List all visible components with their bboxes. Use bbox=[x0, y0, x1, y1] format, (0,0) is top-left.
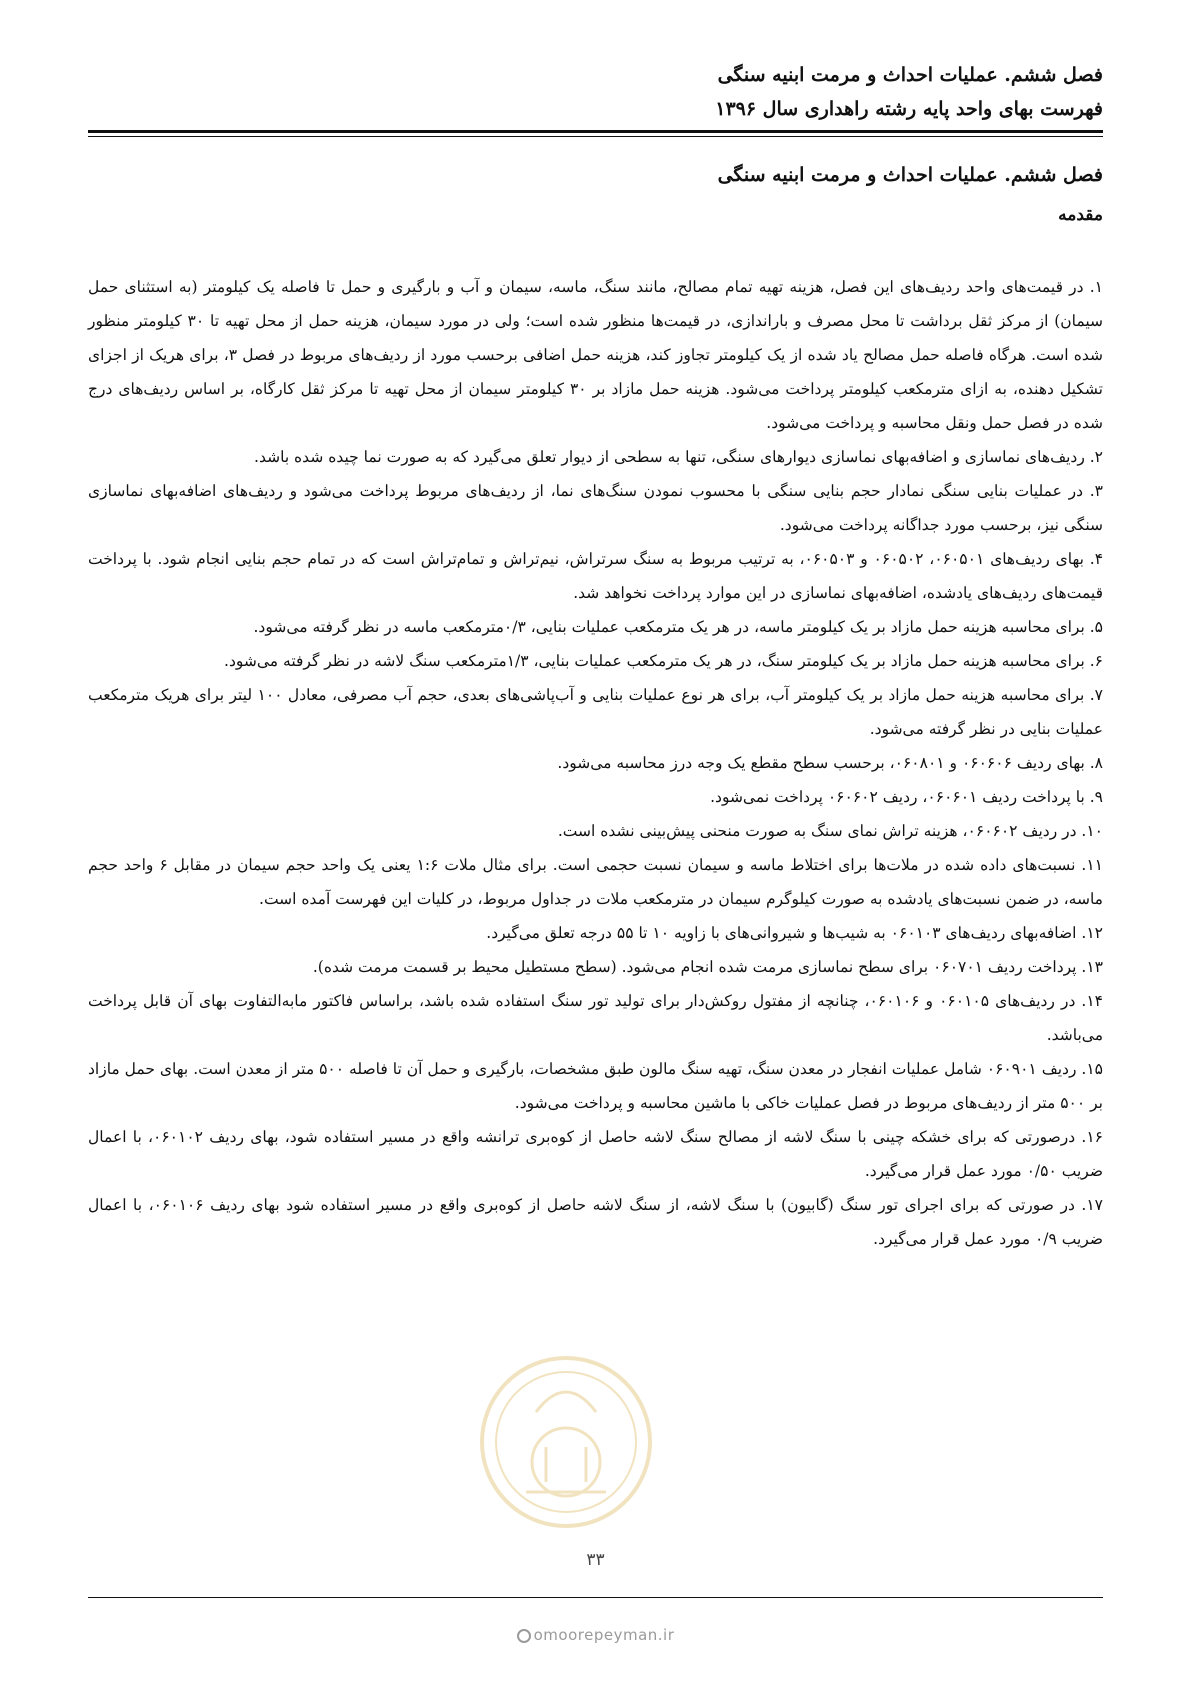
list-item: ۹. با پرداخت ردیف ۰۶۰۶۰۱، ردیف ۰۶۰۶۰۲ پرداخت نمی‌شود. bbox=[710, 788, 1103, 806]
at-icon bbox=[517, 1629, 531, 1643]
page-number: ۳۳ bbox=[586, 1550, 605, 1570]
list-item: ۷. برای محاسبه هزینه حمل مازاد بر یک کیلومتر آب، برای هر نوع عملیات بنایی و آب‌پاشی‌های بعدی، حجم آب مصرفی، معادل ۱۰۰ لیتر برای هریک مترمکعب عملیات بنایی در نظر گرفته می‌شود. bbox=[88, 686, 1103, 738]
list-item: ۶. برای محاسبه هزینه حمل مازاد بر یک کیلومتر سنگ، در هر یک مترمکعب عملیات بنایی، ۱/۳مترمکعب سنگ لاشه در نظر گرفته می‌شود. bbox=[224, 652, 1103, 670]
header-document-title: فهرست بهای واحد پایه رشته راهداری سال ۱۳۹۶ bbox=[715, 98, 1103, 120]
list-item: ۱. در قیمت‌های واحد ردیف‌های این فصل، هزینه تهیه تمام مصالح، مانند سنگ، ماسه، سیمان و آب و بارگیری و حمل تا فاصله یک کیلومتر (به استثنای حمل سیمان) از مرکز ثقل برداشت تا محل مصرف و باراندازی، در قیمت‌ها منظور شده است؛ ولی در مورد سیمان، هزینه حمل از محل تهیه تا ۳۰ کیلومتر منظور شده است. هرگاه فاصله حمل مصالح یاد شده از یک کیلومتر تجاوز کند، هزینه حمل اضافی برحسب مورد از ردیف‌های مربوط در فصل ۳، برای هریک از اجزای تشکیل دهنده، به ازای مترمکعب کیلومتر پرداخت می‌شود. هزینه حمل مازاد بر ۳۰ کیلومتر سیمان از محل تهیه تا مرکز ثقل کارگاه، بر اساس ردیف‌های درج شده در فصل حمل ونقل محاسبه و پرداخت می‌شود. bbox=[88, 278, 1103, 432]
website-text: omoorepeyman.ir bbox=[533, 1626, 675, 1644]
header-chapter-title: فصل ششم. عملیات احداث و مرمت ابنیه سنگی bbox=[717, 64, 1103, 86]
body-text bbox=[88, 270, 1103, 1256]
list-item: ۱۶. درصورتی که برای خشکه چینی با سنگ لاشه از مصالح سنگ لاشه حاصل از کوه‌بری ترانشه واقع در مسیر استفاده شود، بهای ردیف ۰۶۰۱۰۲، با اعمال ضریب ۰/۵۰ مورد عمل قرار می‌گیرد. bbox=[88, 1128, 1103, 1180]
header-rule-thin bbox=[88, 136, 1103, 137]
list-item: ۵. برای محاسبه هزینه حمل مازاد بر یک کیلومتر ماسه، در هر یک مترمکعب عملیات بنایی، ۰/۳مترمکعب ماسه در نظر گرفته می‌شود. bbox=[253, 618, 1103, 636]
section-title: فصل ششم. عملیات احداث و مرمت ابنیه سنگی bbox=[717, 164, 1103, 186]
list-item: ۲. ردیف‌های نماسازی و اضافه‌بهای نماسازی دیوارهای سنگی، تنها به سطحی از دیوار تعلق می‌گیرد که به صورت نما چیده شده باشد. bbox=[254, 448, 1103, 466]
header-rule-thick bbox=[88, 130, 1103, 133]
list-item: ۱۱. نسبت‌های داده شده در ملات‌ها برای اختلاط ماسه و سیمان نسبت حجمی است. برای مثال ملات ۱:۶ یعنی یک واحد حجم سیمان در مقابل ۶ واحد حجم ماسه، در ضمن نسبت‌های یادشده به صورت کیلوگرم سیمان در مترمکعب ملات در جداول مربوط، در کلیات این فهرست آمده است. bbox=[88, 856, 1103, 908]
list-item: ۸. بهای ردیف ۰۶۰۶۰۶ و ۰۶۰۸۰۱، برحسب سطح مقطع یک وجه درز محاسبه می‌شود. bbox=[557, 754, 1103, 772]
list-item: ۱۵. ردیف ۰۶۰۹۰۱ شامل عملیات انفجار در معدن سنگ، تهیه سنگ مالون طبق مشخصات، بارگیری و حمل آن تا فاصله ۵۰۰ متر از معدن است. بهای حمل مازاد بر ۵۰۰ متر از ردیف‌های مربوط در فصل عملیات خاکی با ماشین محاسبه و پرداخت می‌شود. bbox=[88, 1060, 1103, 1112]
footer-website bbox=[0, 1626, 1191, 1644]
footer-rule bbox=[88, 1597, 1103, 1598]
seal-icon bbox=[476, 1352, 656, 1532]
list-item: ۱۰. در ردیف ۰۶۰۶۰۲، هزینه تراش نمای سنگ به صورت منحنی پیش‌بینی نشده است. bbox=[557, 822, 1103, 840]
list-item: ۱۲. اضافه‌بهای ردیف‌های ۰۶۰۱۰۳ به شیب‌ها و شیروانی‌های با زاویه ۱۰ تا ۵۵ درجه تعلق می‌گیرد. bbox=[486, 924, 1103, 942]
section-subtitle: مقدمه bbox=[1058, 205, 1103, 225]
running-header bbox=[715, 58, 1103, 126]
list-item: ۴. بهای ردیف‌های ۰۶۰۵۰۱، ۰۶۰۵۰۲ و ۰۶۰۵۰۳، به ترتیب مربوط به سنگ سرتراش، نیم‌تراش و تمام‌تراش است که در تمام حجم بنایی انجام شود. با پرداخت قیمت‌های ردیف‌های یادشده، اضافه‌بهای نماسازی در این موارد پرداخت نخواهد شد. bbox=[88, 550, 1104, 602]
list-item: ۱۳. پرداخت ردیف ۰۶۰۷۰۱ برای سطح نماسازی مرمت شده انجام می‌شود. (سطح مستطیل محیط بر قسمت مرمت شده). bbox=[312, 958, 1103, 976]
list-item: ۱۷. در صورتی که برای اجرای تور سنگ (گابیون) با سنگ لاشه، از سنگ لاشه حاصل از کوه‌بری واقع در مسیر استفاده شود بهای ردیف ۰۶۰۱۰۶، با اعمال ضریب ۰/۹ مورد عمل قرار می‌گیرد. bbox=[88, 1196, 1103, 1248]
list-item: ۱۴. در ردیف‌های ۰۶۰۱۰۵ و ۰۶۰۱۰۶، چنانچه از مفتول روکش‌دار برای تولید تور سنگ استفاده شده باشد، براساس فاکتور مابه‌التفاوت بهای آن قابل پرداخت می‌باشد. bbox=[88, 992, 1104, 1044]
list-item: ۳. در عملیات بنایی سنگی نمادار حجم بنایی سنگی با محسوب نمودن سنگ‌های نما، از ردیف‌های مربوط پرداخت می‌شود و ردیف‌های اضافه‌بهای نماسازی سنگی نیز، برحسب مورد جداگانه پرداخت می‌شود. bbox=[88, 482, 1103, 534]
